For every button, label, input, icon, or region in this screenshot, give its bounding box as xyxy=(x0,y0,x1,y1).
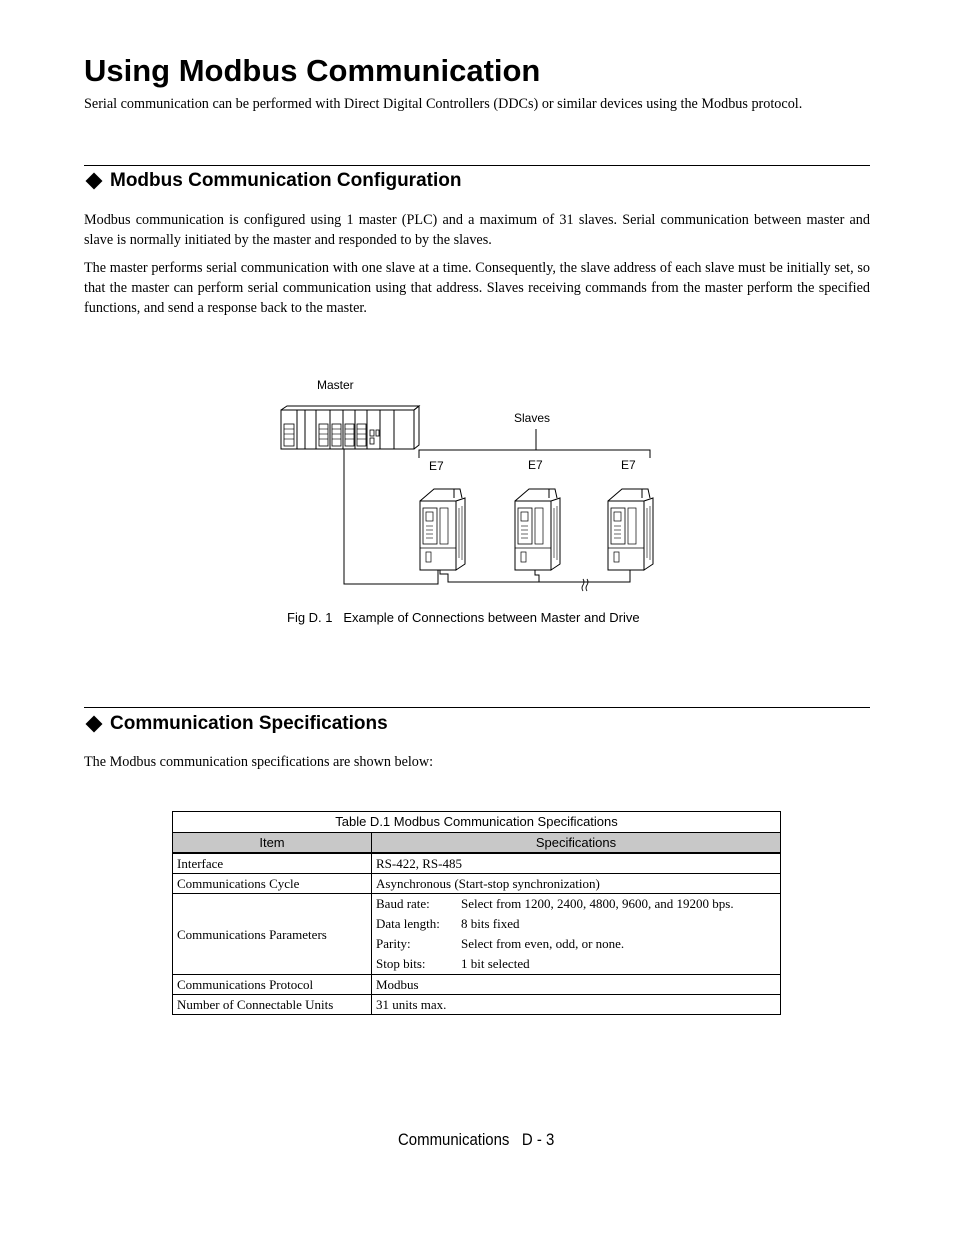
table-caption: Table D.1 Modbus Communication Specifications xyxy=(172,811,781,832)
table-header-row xyxy=(173,833,781,854)
spec-cell: Modbus xyxy=(372,975,781,995)
master-label: Master xyxy=(317,378,354,392)
figure-caption: Fig D. 1 Example of Connections between Master and Drive xyxy=(287,610,640,625)
param-value: 1 bit selected xyxy=(461,956,530,971)
spec-cell: 31 units max. xyxy=(372,995,781,1015)
param-line xyxy=(376,914,776,934)
intro-paragraph: Serial communication can be performed with Direct Digital Controllers (DDCs) or similar devices using the Modbus protocol. xyxy=(84,96,803,112)
param-value: Select from 1200, 2400, 4800, 9600, and 19200 bps. xyxy=(461,896,734,911)
param-label: Data length: xyxy=(376,916,440,931)
drive-label: E7 xyxy=(429,459,444,473)
section-heading-specifications xyxy=(84,712,388,736)
diamond-bullet-icon xyxy=(86,716,103,733)
e7-drive-icon xyxy=(608,489,653,570)
plc-master-icon xyxy=(281,406,419,449)
param-label: Stop bits: xyxy=(376,956,426,971)
param-label: Baud rate: xyxy=(376,896,430,911)
slaves-bracket xyxy=(419,429,650,458)
spec-cell-parameters xyxy=(372,894,781,975)
table-row xyxy=(173,975,781,995)
item-cell: Communications Protocol xyxy=(173,975,372,995)
item-cell: Number of Connectable Units xyxy=(173,995,372,1015)
param-line xyxy=(376,934,776,954)
page-footer: Communications D - 3 xyxy=(398,1130,555,1149)
column-header: Item xyxy=(173,833,372,854)
param-line xyxy=(376,954,776,974)
table-row xyxy=(173,995,781,1015)
drive-label: E7 xyxy=(621,458,636,472)
e7-drive-icon xyxy=(420,489,465,570)
column-header: Specifications xyxy=(372,833,781,854)
spec-cell: Asynchronous (Start-stop synchronization) xyxy=(372,874,781,894)
section-divider xyxy=(84,165,870,166)
table-row xyxy=(173,853,781,874)
diamond-bullet-icon xyxy=(86,173,103,190)
page-title: Using Modbus Communication xyxy=(84,53,541,88)
drive-label: E7 xyxy=(528,458,543,472)
spec-table xyxy=(172,811,781,1015)
param-line xyxy=(376,894,776,914)
section-heading-text: Communication Specifications xyxy=(110,713,388,734)
item-cell: Communications Cycle xyxy=(173,874,372,894)
e7-drive-icon xyxy=(515,489,560,570)
param-value: 8 bits fixed xyxy=(461,916,520,931)
body-paragraph: Modbus communication is configured using 1 master (PLC) and a maximum of 31 slaves. Serial communication between master and slave is normally initiated by the master and responded to by the slaves. xyxy=(84,212,870,248)
connection-diagram xyxy=(270,370,690,600)
section-heading-configuration xyxy=(84,169,461,193)
body-paragraph: The master performs serial communication with one slave at a time. Consequently, the slave address of each slave must be initially set, so that the master can perform serial communication using that address. Slaves receiving commands from the master perform the specified functions, and send a response back to the master. xyxy=(84,260,870,316)
section-heading-text: Modbus Communication Configuration xyxy=(110,170,462,191)
item-cell: Communications Parameters xyxy=(173,894,372,975)
param-label: Parity: xyxy=(376,936,411,951)
spec-cell: RS-422, RS-485 xyxy=(372,853,781,874)
section-divider xyxy=(84,707,870,708)
body-paragraph: The Modbus communication specifications are shown below: xyxy=(84,754,434,770)
table-row xyxy=(173,874,781,894)
slaves-label: Slaves xyxy=(514,411,551,425)
table-row xyxy=(173,894,781,975)
communication-wiring xyxy=(344,449,630,591)
item-cell: Interface xyxy=(173,853,372,874)
param-value: Select from even, odd, or none. xyxy=(461,936,625,951)
